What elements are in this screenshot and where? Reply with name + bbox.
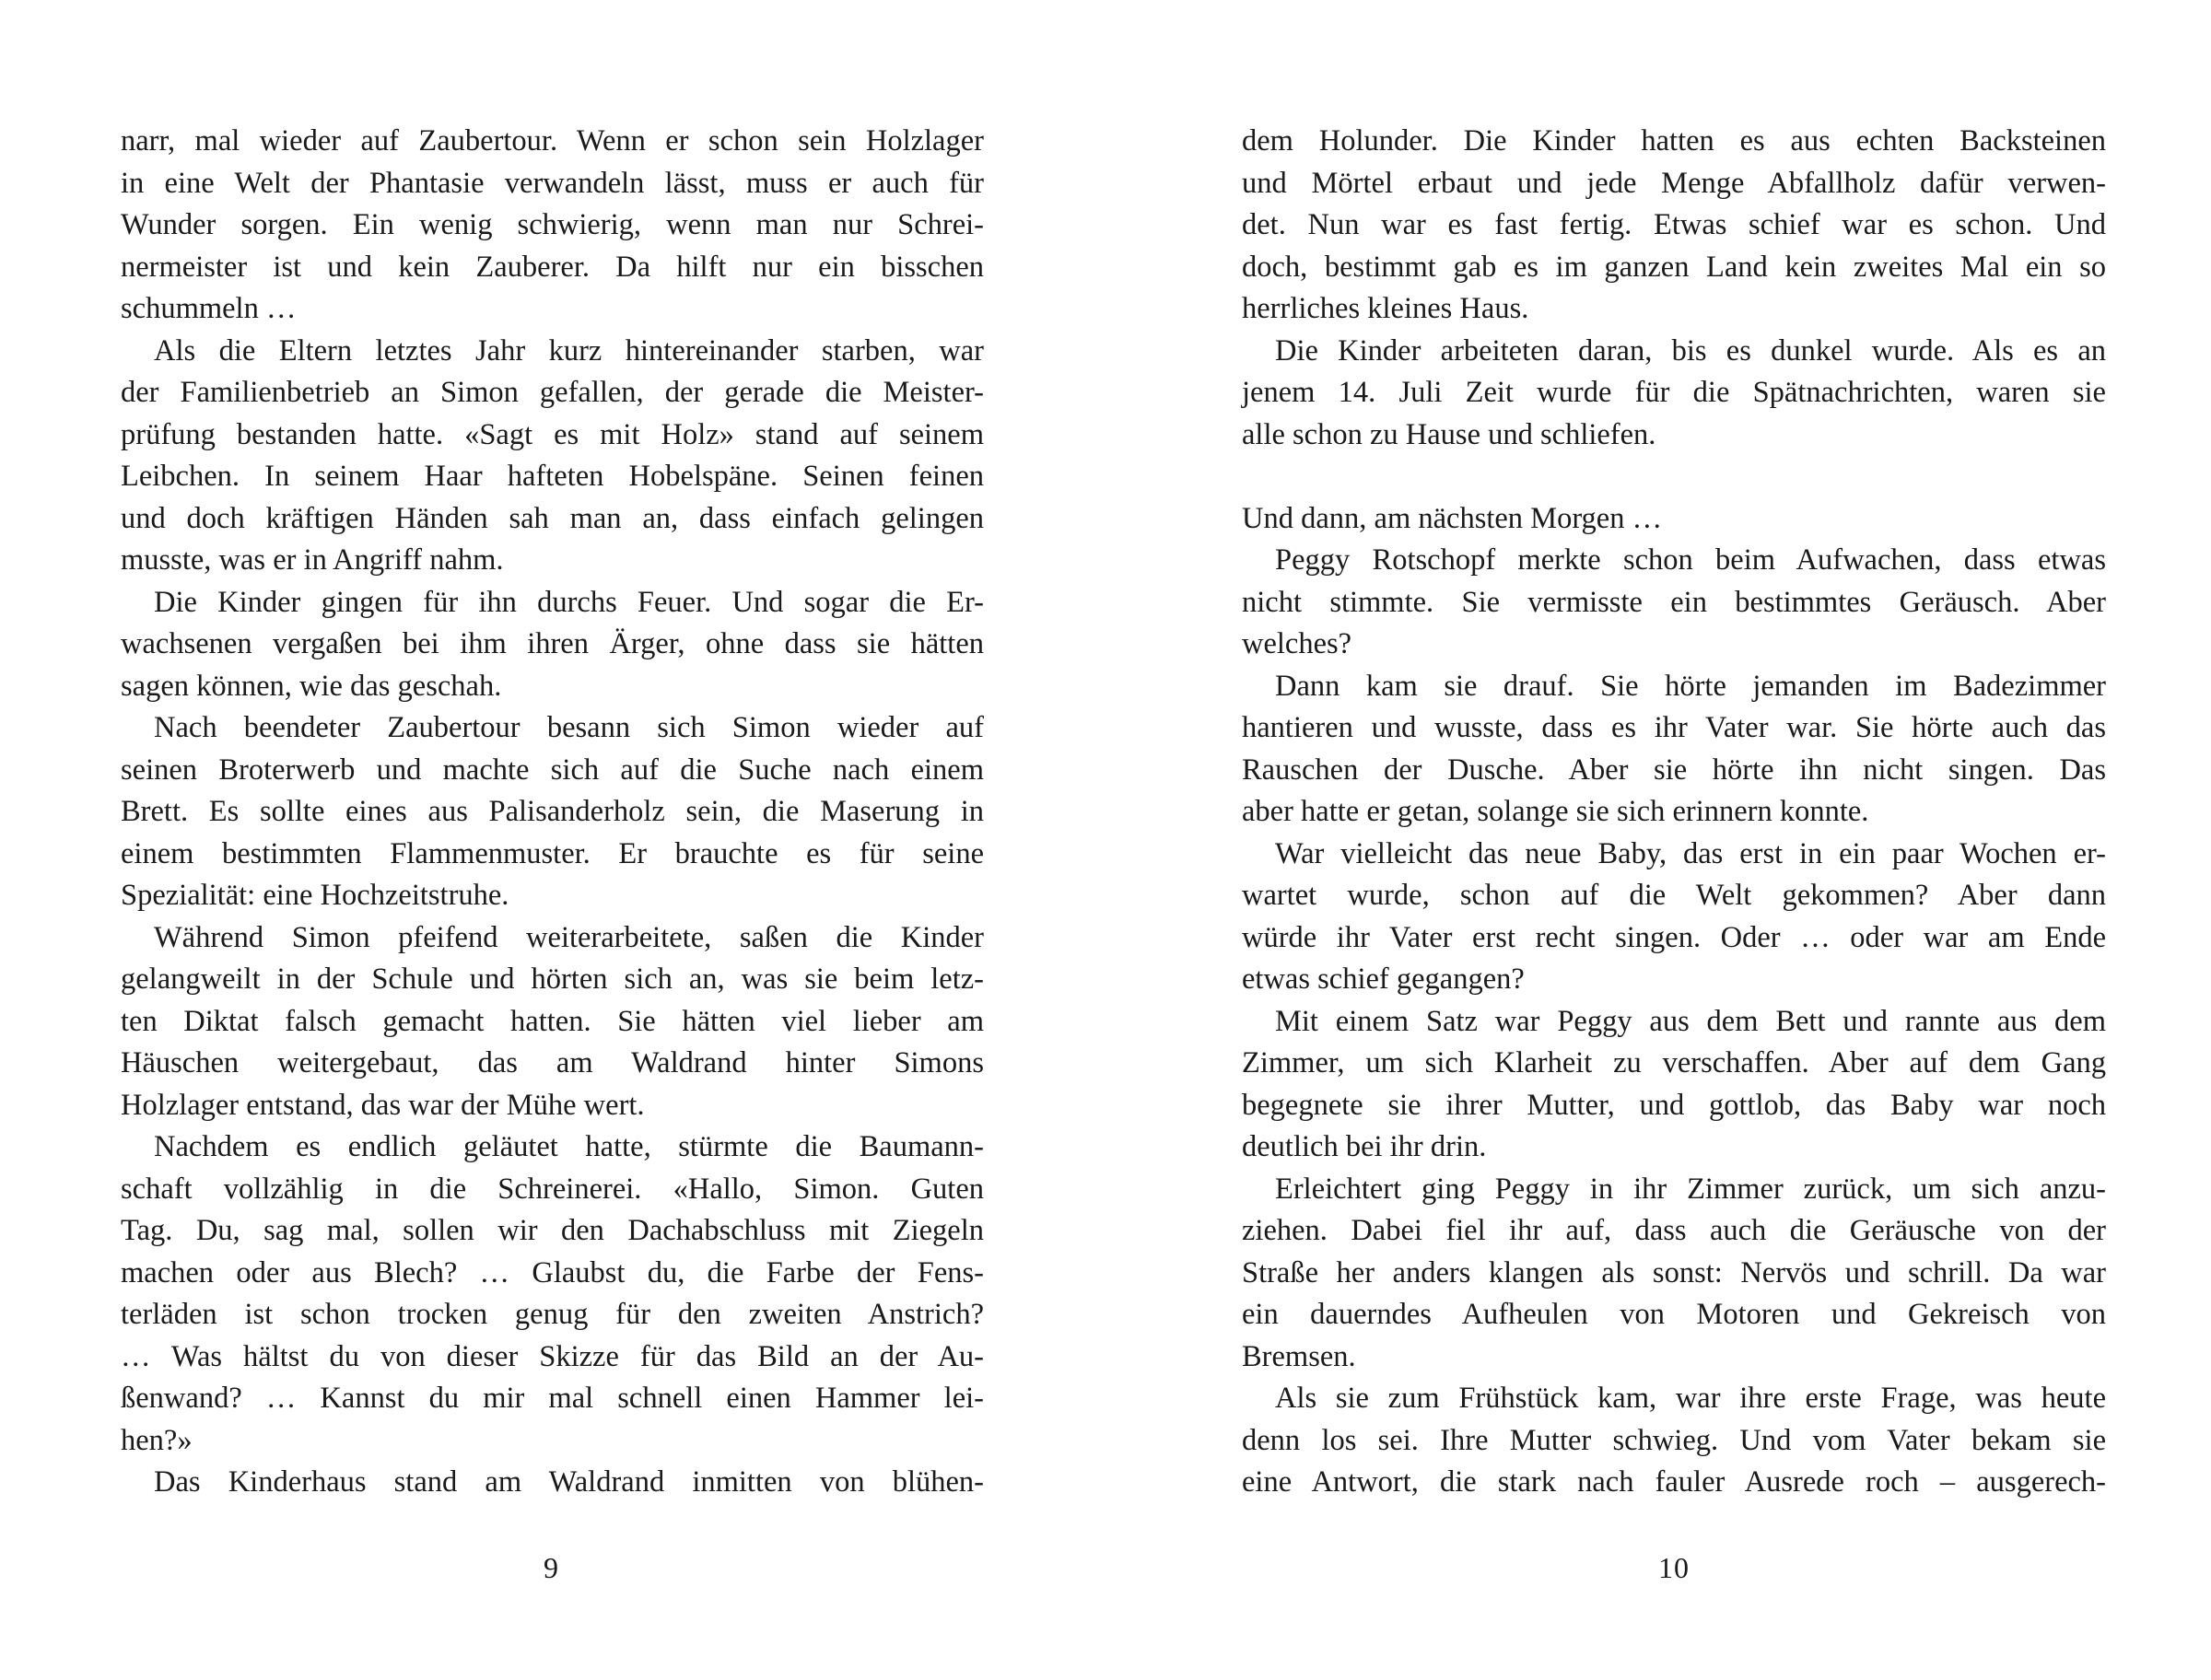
text-line: nermeister ist und kein Zauberer. Da hilft nur ein bisschen	[121, 250, 984, 284]
paragraph	[121, 1126, 984, 1462]
paragraph	[1242, 666, 2106, 834]
page-number-left: 9	[544, 1551, 559, 1584]
text-line: doch, bestimmt gab es im ganzen Land kein zweites Mal ein so	[1242, 250, 2106, 284]
text-line: Straße her anders klangen als sonst: Nervös und schrill. Da war	[1242, 1255, 2106, 1289]
text-line: musste, was er in Angriff nahm.	[121, 543, 504, 577]
text-line: Dann kam sie drauf. Sie hörte jemanden im Badezimmer	[1275, 669, 2106, 703]
text-line: Tag. Du, sag mal, sollen wir den Dachabschluss mit Ziegeln	[121, 1214, 984, 1247]
paragraph	[1242, 834, 2106, 1001]
text-line: Nach beendeter Zaubertour besann sich Simon wieder auf	[154, 711, 984, 744]
text-line: … Was hältst du von dieser Skizze für das Bild an der Au-	[121, 1339, 984, 1373]
text-line: Mit einem Satz war Peggy aus dem Bett und rannte aus dem	[1275, 1004, 2106, 1038]
text-line: machen oder aus Blech? … Glaubst du, die Farbe der Fens-	[121, 1255, 984, 1289]
paragraph	[121, 582, 984, 708]
text-line: jenem 14. Juli Zeit wurde für die Spätnachrichten, waren sie	[1242, 376, 2106, 409]
paragraph	[1242, 1169, 2106, 1379]
text-line: in eine Welt der Phantasie verwandeln lässt, muss er auch für	[121, 166, 984, 200]
paragraph	[121, 1462, 984, 1504]
text-line: dem Holunder. Die Kinder hatten es aus echten Backsteinen	[1242, 124, 2106, 158]
text-line: Erleichtert ging Peggy in ihr Zimmer zurück, um sich anzu-	[1275, 1172, 2106, 1206]
section-break	[1242, 456, 2106, 498]
text-line: Brett. Es sollte eines aus Palisanderholz sein, die Maserung in	[121, 795, 984, 828]
text-line: denn los sei. Ihre Mutter schwieg. Und vom Vater bekam sie	[1242, 1423, 2106, 1457]
right-page-text	[1242, 121, 2106, 1504]
text-line: Das Kinderhaus stand am Waldrand inmitten von blühen-	[154, 1465, 984, 1499]
text-line: ten Diktat falsch gemacht hatten. Sie hätten viel lieber am	[121, 1004, 984, 1038]
text-line: sagen können, wie das geschah.	[121, 669, 502, 703]
text-line: Zimmer, um sich Klarheit zu verschaffen. Aber auf dem Gang	[1242, 1046, 2106, 1079]
text-line: hantieren und wusste, dass es ihr Vater war. Sie hörte auch das	[1242, 711, 2106, 744]
paragraph	[1242, 540, 2106, 666]
text-line: War vielleicht das neue Baby, das erst in ein paar Wochen er-	[1275, 836, 2106, 870]
text-line: Nachdem es endlich geläutet hatte, stürmte die Baumann-	[154, 1130, 984, 1163]
text-line: alle schon zu Hause und schliefen.	[1242, 417, 1656, 451]
left-page-text	[121, 121, 984, 1504]
text-line: Die Kinder gingen für ihn durchs Feuer. Und sogar die Er-	[154, 585, 984, 619]
text-line: Während Simon pfeifend weiterarbeitete, saßen die Kinder	[154, 920, 984, 954]
paragraph	[121, 917, 984, 1127]
text-line: ziehen. Dabei fiel ihr auf, dass auch die Geräusche von der	[1242, 1214, 2106, 1247]
text-line: würde ihr Vater erst recht singen. Oder … oder war am Ende	[1242, 920, 2106, 954]
text-line: ein dauerndes Aufheulen von Motoren und Gekreisch von	[1242, 1298, 2106, 1331]
text-line: begegnete sie ihrer Mutter, und gottlob, das Baby war noch	[1242, 1088, 2106, 1122]
paragraph	[121, 707, 984, 917]
paragraph	[1242, 1378, 2106, 1504]
text-line: narr, mal wieder auf Zaubertour. Wenn er schon sein Holzlager	[121, 124, 984, 158]
text-line: prüfung bestanden hatte. «Sagt es mit Holz» stand auf seinem	[121, 417, 984, 451]
text-line: wartet wurde, schon auf die Welt gekommen? Aber dann	[1242, 879, 2106, 912]
paragraph	[121, 121, 984, 331]
text-line: Wunder sorgen. Ein wenig schwierig, wenn man nur Schrei-	[121, 208, 984, 241]
text-line: eine Antwort, die stark nach fauler Ausrede roch – ausgerech-	[1242, 1465, 2106, 1499]
text-line: herrliches kleines Haus.	[1242, 292, 1529, 325]
text-line: Spezialität: eine Hochzeitstruhe.	[121, 879, 509, 912]
text-line: Als die Eltern letztes Jahr kurz hintereinander starben, war	[154, 333, 984, 368]
text-line: Als sie zum Frühstück kam, war ihre erste Frage, was heute	[1275, 1382, 2106, 1415]
text-line: der Familienbetrieb an Simon gefallen, der gerade die Meister-	[121, 376, 984, 409]
paragraph	[1242, 1001, 2106, 1169]
text-line: schaft vollzählig in die Schreinerei. «Hallo, Simon. Guten	[121, 1172, 984, 1206]
text-line: Rauschen der Dusche. Aber sie hörte ihn nicht singen. Das	[1242, 752, 2106, 787]
text-line: einem bestimmten Flammenmuster. Er brauchte es für seine	[121, 836, 984, 870]
text-line: hen?»	[121, 1423, 193, 1457]
text-line: wachsenen vergaßen bei ihm ihren Ärger, ohne dass sie hätten	[121, 627, 984, 660]
paragraph	[1242, 331, 2106, 457]
text-line: deutlich bei ihr drin.	[1242, 1130, 1487, 1163]
text-line: Holzlager entstand, das war der Mühe wert.	[121, 1088, 645, 1122]
text-line: terläden ist schon trocken genug für den zweiten Anstrich?	[121, 1298, 984, 1331]
text-line: ßenwand? … Kannst du mir mal schnell einen Hammer lei-	[121, 1382, 984, 1415]
text-line: schummeln …	[121, 292, 297, 325]
page-number-right: 10	[1658, 1551, 1690, 1584]
text-line: Häuschen weitergebaut, das am Waldrand hinter Simons	[121, 1046, 984, 1079]
text-line: aber hatte er getan, solange sie sich erinnern konnte.	[1242, 795, 1869, 828]
text-line: welches?	[1242, 627, 1352, 660]
text-line: det. Nun war es fast fertig. Etwas schief war es schon. Und	[1242, 208, 2106, 241]
text-line: Leibchen. In seinem Haar hafteten Hobelspäne. Seinen feinen	[121, 460, 984, 493]
paragraph	[1242, 498, 2106, 541]
text-line: Die Kinder arbeiteten daran, bis es dunkel wurde. Als es an	[1275, 333, 2106, 368]
text-line: Und dann, am nächsten Morgen …	[1242, 501, 1663, 535]
text-line: und Mörtel erbaut und jede Menge Abfallholz dafür verwen-	[1242, 166, 2106, 200]
paragraph	[121, 331, 984, 582]
text-line: und doch kräftigen Händen sah man an, dass einfach gelingen	[121, 501, 984, 535]
text-line: Bremsen.	[1242, 1339, 1356, 1373]
text-line: gelangweilt in der Schule und hörten sich an, was sie beim letz-	[121, 962, 984, 996]
text-line: etwas schief gegangen?	[1242, 962, 1525, 996]
text-line: seinen Broterwerb und machte sich auf die Suche nach einem	[121, 752, 984, 787]
text-line: Peggy Rotschopf merkte schon beim Aufwachen, dass etwas	[1275, 543, 2106, 577]
text-line: nicht stimmte. Sie vermisste ein bestimmtes Geräusch. Aber	[1242, 585, 2106, 619]
paragraph	[1242, 121, 2106, 331]
